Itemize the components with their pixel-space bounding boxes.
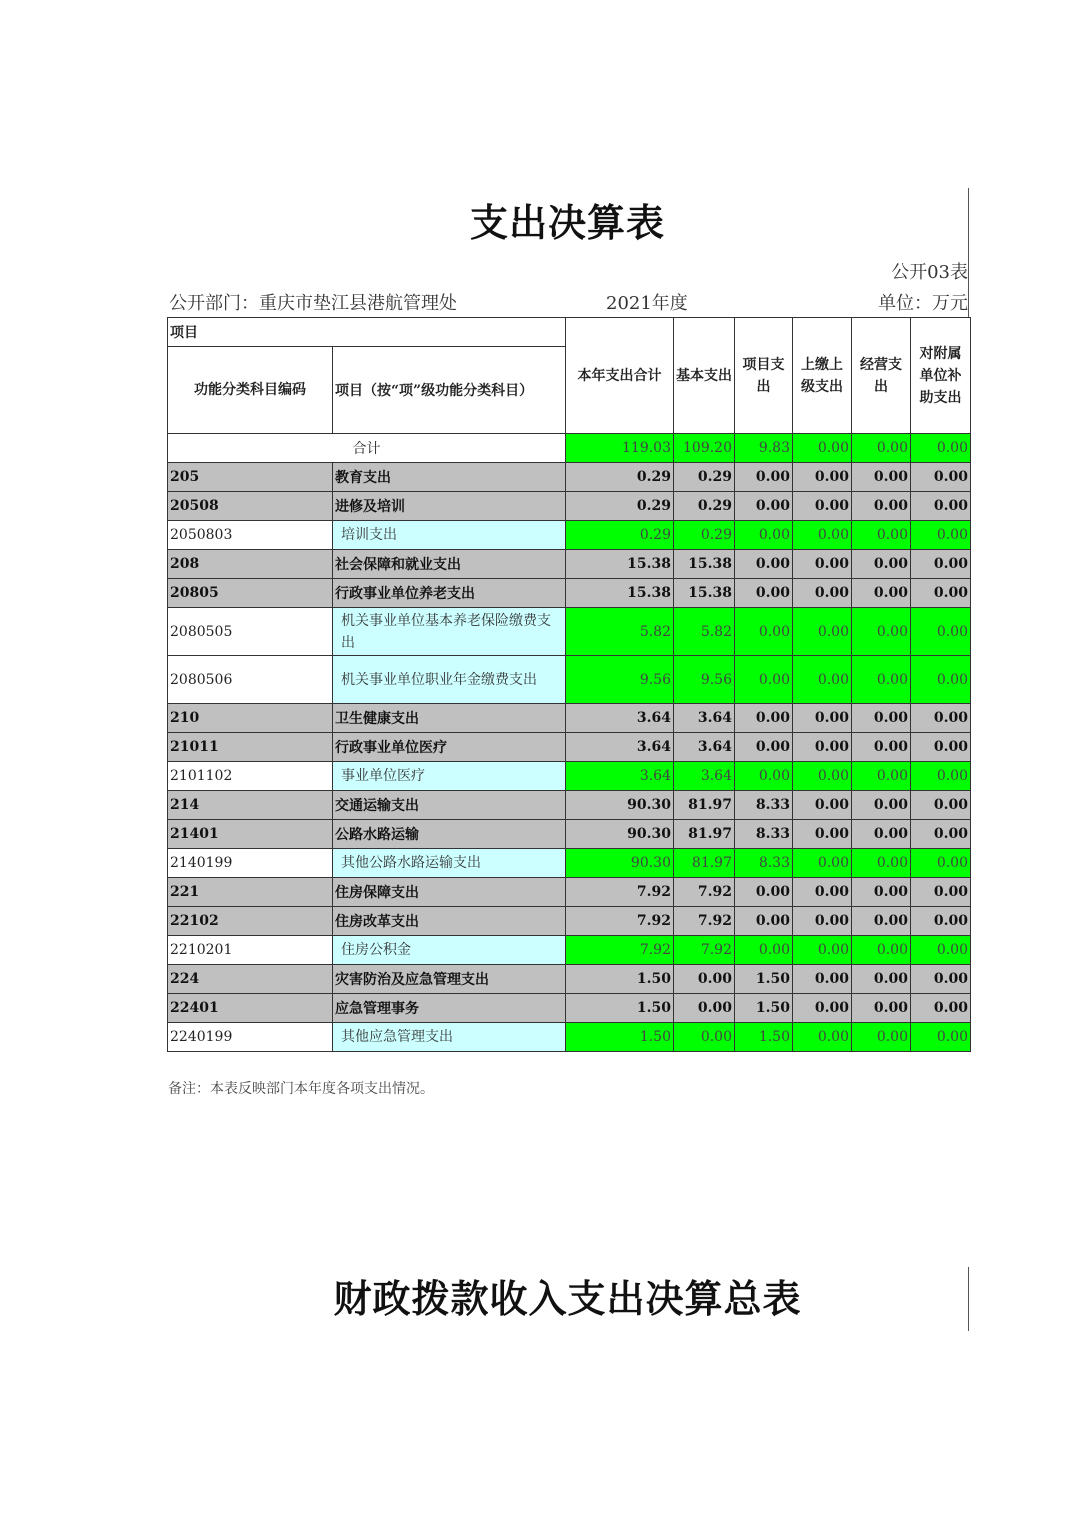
- row-value: 0.00: [735, 550, 793, 579]
- row-value: 7.92: [674, 878, 735, 907]
- total-value: 119.03: [566, 434, 674, 463]
- table-row: [168, 521, 971, 550]
- row-value: 0.29: [566, 521, 674, 550]
- next-section-title: 财政拨款收入支出决算总表: [333, 1276, 802, 1321]
- row-value: 0.00: [793, 492, 852, 521]
- row-value: 0.00: [911, 550, 971, 579]
- row-name: 住房公积金: [333, 936, 566, 965]
- table-row: [168, 704, 971, 733]
- row-value: 0.00: [852, 965, 911, 994]
- row-value: 0.00: [911, 608, 971, 656]
- row-value: 15.38: [674, 579, 735, 608]
- header-item: 项目: [168, 318, 566, 347]
- row-name: 培训支出: [333, 521, 566, 550]
- row-value: 0.00: [735, 656, 793, 704]
- row-value: 15.38: [674, 550, 735, 579]
- table-row: [168, 878, 971, 907]
- row-value: 0.00: [793, 849, 852, 878]
- table-row: [168, 608, 971, 656]
- row-code: 2101102: [168, 762, 333, 791]
- row-value: 3.64: [674, 762, 735, 791]
- total-value: 0.00: [793, 434, 852, 463]
- row-value: 0.29: [674, 463, 735, 492]
- row-value: 0.00: [793, 733, 852, 762]
- header-total: 本年支出合计: [566, 318, 674, 434]
- table-row: [168, 994, 971, 1023]
- row-value: 0.00: [852, 762, 911, 791]
- row-value: 0.00: [852, 656, 911, 704]
- row-value: 0.00: [793, 878, 852, 907]
- row-value: 0.00: [852, 849, 911, 878]
- row-value: 0.00: [852, 733, 911, 762]
- row-value: 0.00: [793, 907, 852, 936]
- row-name: 住房改革支出: [333, 907, 566, 936]
- row-value: 0.00: [735, 907, 793, 936]
- row-value: 0.00: [911, 656, 971, 704]
- table-row: [168, 820, 971, 849]
- row-value: 0.00: [674, 965, 735, 994]
- row-code: 22102: [168, 907, 333, 936]
- row-name: 教育支出: [333, 463, 566, 492]
- row-value: 3.64: [566, 704, 674, 733]
- row-value: 81.97: [674, 849, 735, 878]
- row-value: 3.64: [566, 733, 674, 762]
- table-row: [168, 550, 971, 579]
- row-value: 0.00: [793, 550, 852, 579]
- row-value: 0.00: [852, 820, 911, 849]
- row-value: 0.00: [911, 579, 971, 608]
- row-value: 0.00: [793, 791, 852, 820]
- header-name: 项目（按“项”级功能分类科目）: [333, 347, 566, 434]
- row-value: 0.00: [735, 936, 793, 965]
- row-value: 0.00: [793, 994, 852, 1023]
- row-value: 0.00: [852, 521, 911, 550]
- row-name: 机关事业单位职业年金缴费支出: [333, 656, 566, 704]
- row-name: 行政事业单位养老支出: [333, 579, 566, 608]
- row-value: 9.56: [566, 656, 674, 704]
- row-value: 0.00: [911, 936, 971, 965]
- header-superior: 上缴上级支出: [793, 318, 852, 434]
- total-value: 109.20: [674, 434, 735, 463]
- row-code: 2210201: [168, 936, 333, 965]
- row-value: 0.00: [852, 492, 911, 521]
- row-value: 0.00: [911, 907, 971, 936]
- row-name: 其他应急管理支出: [333, 1023, 566, 1052]
- row-value: 7.92: [674, 936, 735, 965]
- row-value: 0.00: [852, 579, 911, 608]
- total-value: 0.00: [911, 434, 971, 463]
- row-code: 21401: [168, 820, 333, 849]
- row-value: 15.38: [566, 579, 674, 608]
- table-row: [168, 936, 971, 965]
- row-value: 0.29: [566, 492, 674, 521]
- row-value: 0.00: [793, 820, 852, 849]
- row-name: 卫生健康支出: [333, 704, 566, 733]
- row-value: 0.00: [793, 656, 852, 704]
- header-code: 功能分类科目编码: [168, 347, 333, 434]
- row-value: 7.92: [566, 878, 674, 907]
- row-value: 1.50: [566, 994, 674, 1023]
- expenditure-table: [167, 317, 971, 1052]
- row-value: 5.82: [674, 608, 735, 656]
- row-value: 1.50: [735, 1023, 793, 1052]
- row-value: 0.00: [793, 608, 852, 656]
- row-value: 81.97: [674, 791, 735, 820]
- row-value: 0.00: [735, 608, 793, 656]
- row-value: 9.56: [674, 656, 735, 704]
- row-value: 0.00: [911, 820, 971, 849]
- row-value: 0.00: [793, 1023, 852, 1052]
- row-value: 0.00: [793, 579, 852, 608]
- row-value: 0.00: [793, 936, 852, 965]
- department-label: 公开部门：重庆市垫江县港航管理处: [169, 293, 457, 314]
- row-value: 0.00: [911, 965, 971, 994]
- row-value: 1.50: [735, 994, 793, 1023]
- table-row: [168, 656, 971, 704]
- total-value: 0.00: [852, 434, 911, 463]
- row-code: 210: [168, 704, 333, 733]
- row-code: 2240199: [168, 1023, 333, 1052]
- table-note: 备注：本表反映部门本年度各项支出情况。: [168, 1081, 434, 1097]
- row-name: 住房保障支出: [333, 878, 566, 907]
- row-code: 2080505: [168, 608, 333, 656]
- row-name: 行政事业单位医疗: [333, 733, 566, 762]
- row-value: 0.00: [852, 608, 911, 656]
- row-value: 0.00: [735, 878, 793, 907]
- form-number: 公开03表: [891, 262, 968, 283]
- row-code: 2080506: [168, 656, 333, 704]
- table-row: [168, 733, 971, 762]
- row-name: 社会保障和就业支出: [333, 550, 566, 579]
- row-name: 交通运输支出: [333, 791, 566, 820]
- row-value: 0.00: [911, 1023, 971, 1052]
- row-value: 0.00: [911, 849, 971, 878]
- row-value: 90.30: [566, 791, 674, 820]
- row-name: 进修及培训: [333, 492, 566, 521]
- row-value: 0.00: [793, 965, 852, 994]
- row-value: 0.00: [852, 791, 911, 820]
- header-row-1: [168, 318, 971, 347]
- row-name: 公路水路运输: [333, 820, 566, 849]
- row-value: 1.50: [566, 1023, 674, 1052]
- row-value: 0.00: [911, 521, 971, 550]
- row-value: 0.00: [911, 704, 971, 733]
- header-project: 项目支出: [735, 318, 793, 434]
- row-value: 0.00: [793, 463, 852, 492]
- page-title: 支出决算表: [469, 200, 665, 245]
- row-value: 0.00: [911, 492, 971, 521]
- row-code: 214: [168, 791, 333, 820]
- row-code: 2140199: [168, 849, 333, 878]
- row-value: 0.00: [911, 733, 971, 762]
- header-basic: 基本支出: [674, 318, 735, 434]
- row-value: 0.00: [735, 463, 793, 492]
- table-row: [168, 579, 971, 608]
- row-value: 0.00: [911, 878, 971, 907]
- row-value: 0.29: [674, 492, 735, 521]
- row-value: 0.00: [735, 733, 793, 762]
- table-row: [168, 1023, 971, 1052]
- total-label: 合计: [168, 434, 566, 463]
- row-name: 其他公路水路运输支出: [333, 849, 566, 878]
- table-row: [168, 907, 971, 936]
- row-value: 3.64: [674, 704, 735, 733]
- row-value: 0.00: [911, 762, 971, 791]
- row-value: 0.00: [852, 936, 911, 965]
- row-value: 8.33: [735, 849, 793, 878]
- row-value: 0.00: [793, 704, 852, 733]
- row-name: 事业单位医疗: [333, 762, 566, 791]
- row-value: 8.33: [735, 820, 793, 849]
- table-row: [168, 762, 971, 791]
- row-value: 0.00: [735, 579, 793, 608]
- row-value: 7.92: [566, 907, 674, 936]
- row-value: 0.00: [735, 704, 793, 733]
- fiscal-year: 2021年度: [606, 293, 688, 314]
- row-code: 221: [168, 878, 333, 907]
- row-value: 0.00: [852, 878, 911, 907]
- row-name: 应急管理事务: [333, 994, 566, 1023]
- row-value: 3.64: [566, 762, 674, 791]
- row-value: 0.00: [911, 463, 971, 492]
- row-code: 21011: [168, 733, 333, 762]
- row-code: 20805: [168, 579, 333, 608]
- table-row: [168, 791, 971, 820]
- row-value: 0.00: [911, 791, 971, 820]
- row-value: 0.00: [793, 521, 852, 550]
- row-name: 灾害防治及应急管理支出: [333, 965, 566, 994]
- table-row: [168, 463, 971, 492]
- unit-label: 单位：万元: [878, 293, 968, 314]
- row-value: 0.00: [735, 492, 793, 521]
- table-row: [168, 965, 971, 994]
- row-value: 0.29: [566, 463, 674, 492]
- row-value: 0.00: [674, 994, 735, 1023]
- table-row: [168, 492, 971, 521]
- row-code: 205: [168, 463, 333, 492]
- row-value: 0.29: [674, 521, 735, 550]
- row-value: 90.30: [566, 820, 674, 849]
- row-value: 1.50: [735, 965, 793, 994]
- table-row: [168, 849, 971, 878]
- row-value: 0.00: [852, 907, 911, 936]
- row-value: 7.92: [674, 907, 735, 936]
- header-subsidy: 对附属单位补助支出: [911, 318, 971, 434]
- row-code: 22401: [168, 994, 333, 1023]
- row-value: 0.00: [852, 994, 911, 1023]
- row-value: 0.00: [852, 1023, 911, 1052]
- total-row: [168, 434, 971, 463]
- row-value: 0.00: [852, 550, 911, 579]
- row-value: 0.00: [852, 463, 911, 492]
- row-value: 90.30: [566, 849, 674, 878]
- row-value: 7.92: [566, 936, 674, 965]
- row-value: 0.00: [911, 994, 971, 1023]
- row-value: 15.38: [566, 550, 674, 579]
- row-value: 0.00: [852, 704, 911, 733]
- row-value: 1.50: [566, 965, 674, 994]
- row-value: 0.00: [793, 762, 852, 791]
- row-code: 208: [168, 550, 333, 579]
- row-value: 5.82: [566, 608, 674, 656]
- row-code: 224: [168, 965, 333, 994]
- total-value: 9.83: [735, 434, 793, 463]
- row-value: 0.00: [674, 1023, 735, 1052]
- row-name: 机关事业单位基本养老保险缴费支出: [333, 608, 566, 656]
- row-code: 20508: [168, 492, 333, 521]
- row-value: 81.97: [674, 820, 735, 849]
- row-value: 0.00: [735, 521, 793, 550]
- row-value: 3.64: [674, 733, 735, 762]
- row-code: 2050803: [168, 521, 333, 550]
- row-value: 0.00: [735, 762, 793, 791]
- header-business: 经营支出: [852, 318, 911, 434]
- row-value: 8.33: [735, 791, 793, 820]
